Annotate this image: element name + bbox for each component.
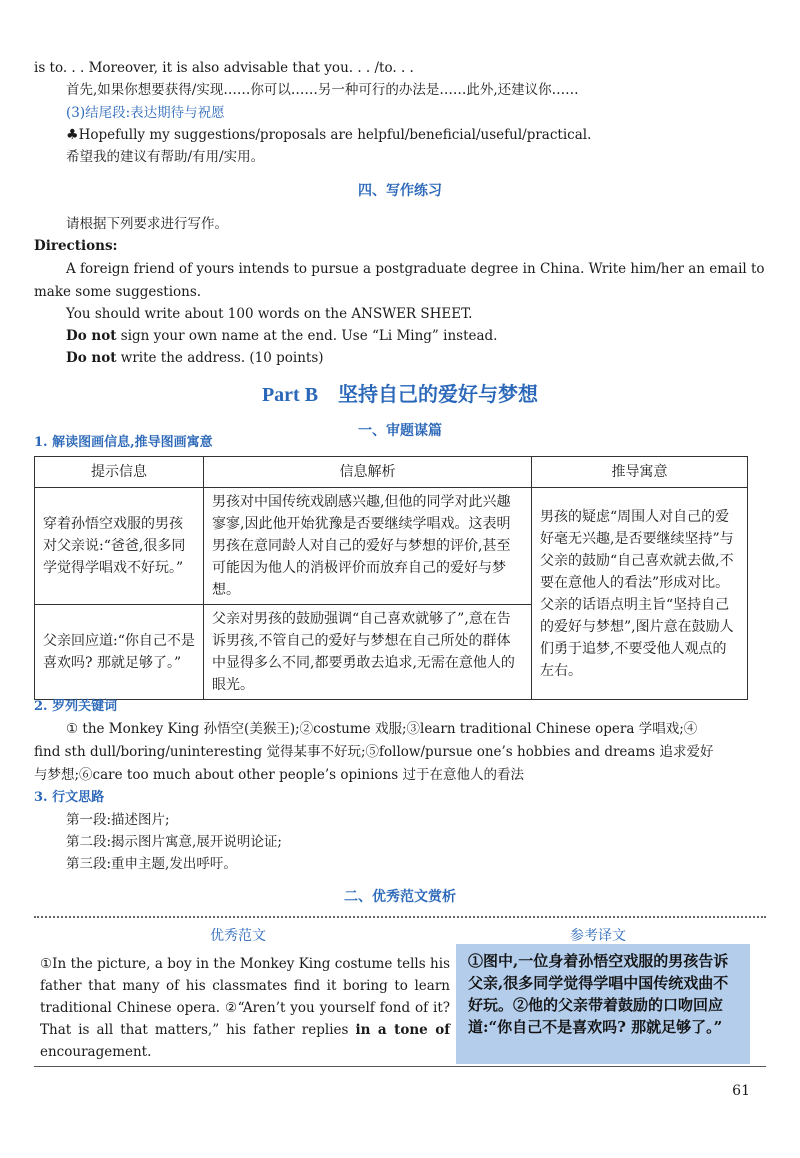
text-line: A foreign friend of yours intends to pursue a postgraduate degree in China. Write him/her an email to xyxy=(66,261,765,277)
text-line: 与梦想;⑥care too much about other people’s opinions 过于在意他人的看法 xyxy=(34,767,524,783)
text-line: ① the Monkey King 孙悟空(美猴王);②costume 戏服;③learn traditional Chinese opera 学唱戏;④ xyxy=(66,721,698,737)
text-line: You should write about 100 words on the ANSWER SHEET. xyxy=(66,306,473,322)
text-line: 第三段:重申主题,发出呼吁。 xyxy=(66,856,237,872)
text-line: 首先,如果你想要获得/实现……你可以……另一种可行的办法是……此外,还建议你…… xyxy=(66,82,579,98)
text-line: 希望我的建议有帮助/有用/实用。 xyxy=(66,149,265,165)
section-label: (3)结尾段:表达期待与祝愿 xyxy=(66,105,225,121)
header-meaning: 推导寓意 xyxy=(532,457,748,488)
analysis-cell: 父亲对男孩的鼓励强调“自己喜欢就够了”,意在告诉男孩,不管自己的爱好与梦想在自己所处的群体中显得多么不同,都要勇敢去追求,无需在意他人的眼光。 xyxy=(204,605,532,700)
table-header-row xyxy=(35,457,748,488)
analysis-cell: 男孩对中国传统戏剧感兴趣,但他的同学对此兴趣寥寥,因此他开始犹豫是否要继续学唱戏。这表明男孩在意同龄人对自己的爱好与梦想的评价,甚至可能因为他人的消极评价而放弃自己的爱好与梦想。 xyxy=(204,488,532,605)
sample-paragraph: ①In the picture, a boy in the Monkey King costume tells his father that many of his classmates find it boring to learn traditional Chinese opera. ②“Aren’t you yourself fond of it? That is all that matters,” his father replies in a tone of encouragement. xyxy=(40,956,451,1060)
translation-heading: 参考译文 xyxy=(570,928,626,944)
directions-label: Directions: xyxy=(34,238,118,254)
hint-cell: 父亲回应道:“你自己不是喜欢吗? 那就足够了。” xyxy=(35,605,204,700)
header-analysis: 信息解析 xyxy=(204,457,532,488)
text-line: ♣Hopefully my suggestions/proposals are helpful/beneficial/useful/practical. xyxy=(66,127,592,143)
sub-heading: 2. 罗列关键词 xyxy=(34,699,118,714)
part-title: Part B 坚持自己的爱好与梦想 xyxy=(261,382,539,406)
text-line: 第二段:揭示图片寓意,展开说明论证; xyxy=(66,834,282,850)
table-row xyxy=(35,488,748,605)
hint-cell: 穿着孙悟空戏服的男孩对父亲说:“爸爸,很多同学觉得学唱戏不好玩。” xyxy=(35,488,204,605)
header-hint: 提示信息 xyxy=(35,457,204,488)
info-table xyxy=(34,456,748,700)
text-line: 第一段:描述图片; xyxy=(66,812,170,828)
meaning-cell: 男孩的疑虑“周围人对自己的爱好毫无兴趣,是否要继续坚持”与父亲的鼓励“自己喜欢就去做,不要在意他人的看法”形成对比。父亲的话语点明主旨“坚持自己的爱好与梦想”,图片意在鼓励人们勇于追梦,不要受他人观点的左右。 xyxy=(532,488,748,700)
text-line: Do not sign your own name at the end. Use “Li Ming” instead. xyxy=(66,328,498,344)
text-line: is to. . . Moreover, it is also advisable that you. . . /to. . . xyxy=(34,60,414,76)
text-line: find sth dull/boring/uninteresting 觉得某事不好玩;⑤follow/pursue one’s hobbies and dreams 追求爱好 xyxy=(34,744,714,760)
sub-heading: 3. 行文思路 xyxy=(34,790,105,805)
text-line: 请根据下列要求进行写作。 xyxy=(66,216,228,232)
dotted-divider xyxy=(34,916,766,918)
section-heading: 四、写作练习 xyxy=(358,183,442,199)
sample-heading: 优秀范文 xyxy=(210,928,266,944)
section-heading: 一、审题谋篇 xyxy=(358,423,442,439)
section-heading: 二、优秀范文赏析 xyxy=(344,889,456,905)
divider xyxy=(34,1066,766,1067)
translation-box: ①图中,一位身着孙悟空戏服的男孩告诉父亲,很多同学觉得学唱中国传统戏曲不好玩。②他的父亲带着鼓励的口吻回应道:“你自己不是喜欢吗? 那就足够了。” xyxy=(456,944,750,1064)
text-line: make some suggestions. xyxy=(34,284,202,300)
sub-heading: 1. 解读图画信息,推导图画寓意 xyxy=(34,435,213,450)
club-icon: ♣ xyxy=(66,127,79,143)
text-line: Do not write the address. (10 points) xyxy=(66,350,324,366)
page-number: 61 xyxy=(732,1083,750,1099)
